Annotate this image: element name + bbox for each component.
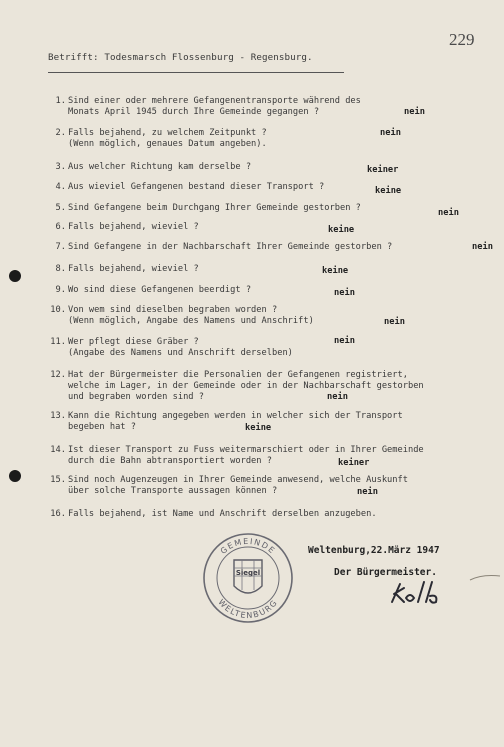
question-line: Wo sind diese Gefangenen beerdigt ? (68, 285, 252, 295)
answer-text: keine (328, 225, 355, 235)
question-line: Falls bejahend, wieviel ? (68, 222, 199, 232)
question-line: Sind einer oder mehrere Gefangenentransporte während des (68, 96, 361, 106)
question-text (68, 222, 498, 233)
question-number: 16. (50, 509, 66, 519)
question-line: welche im Lager, in der Gemeinde oder in der Nachbarschaft gestorben (68, 381, 424, 391)
question-number: 11. (50, 337, 66, 347)
question-number: 12. (50, 370, 66, 380)
question-number: 10. (50, 305, 66, 315)
question-text (68, 305, 498, 327)
answer-text: nein (472, 242, 493, 252)
subject-line: Betrifft: Todesmarsch Flossenburg - Regensburg. (48, 52, 313, 63)
question-number: 8. (55, 264, 66, 274)
question-number: 9. (55, 285, 66, 295)
question-number: 2. (55, 128, 66, 138)
answer-text: keine (375, 186, 402, 196)
question-number: 1. (55, 96, 66, 106)
question-number: 15. (50, 475, 66, 485)
question-text (68, 475, 498, 497)
question-number: 6. (55, 222, 66, 232)
question-text (68, 128, 498, 150)
question-text (68, 370, 498, 403)
answer-text: nein (404, 107, 425, 117)
question-number: 4. (55, 182, 66, 192)
question-line: und begraben worden sind ? (68, 392, 204, 402)
question-line: Aus wieviel Gefangenen bestand dieser Transport ? (68, 182, 325, 192)
question-line: Falls bejahend, wieviel ? (68, 264, 199, 274)
answer-text: keine (245, 423, 272, 433)
question-line: (Wenn möglich, Angabe des Namens und Anschrift) (68, 316, 314, 326)
municipal-seal (200, 530, 296, 626)
question-line: Sind Gefangene in der Nachbarschaft Ihrer Gemeinde gestorben ? (68, 242, 393, 252)
answer-text: nein (357, 487, 378, 497)
question-text (68, 285, 498, 296)
question-line: Monats April 1945 durch Ihre Gemeinde gegangen ? (68, 107, 320, 117)
seal-center-text: Siegel (235, 569, 261, 577)
question-line: Hat der Bürgermeister die Personalien der Gefangenen registriert, (68, 370, 408, 380)
answer-text: nein (327, 392, 348, 402)
question-text (68, 203, 498, 214)
question-text (68, 96, 498, 118)
answer-text: nein (438, 208, 459, 218)
question-line: Von wem sind dieselben begraben worden ? (68, 305, 278, 315)
question-line: Aus welcher Richtung kam derselbe ? (68, 162, 252, 172)
punch-hole (9, 470, 21, 482)
signer-title: Der Bürgermeister. (334, 567, 437, 578)
answer-text: keiner (367, 165, 399, 175)
question-line: (Angabe des Namens und Anschrift derselben) (68, 348, 293, 358)
answer-text: nein (380, 128, 401, 138)
question-line: über solche Transporte aussagen können ? (68, 486, 278, 496)
question-text (68, 264, 498, 275)
question-line: Kann die Richtung angegeben werden in welcher sich der Transport (68, 411, 403, 421)
answer-text: nein (334, 288, 355, 298)
subject-underline (48, 72, 344, 73)
question-number: 5. (55, 203, 66, 213)
page-number: 229 (449, 30, 475, 49)
question-line: durch die Bahn abtransportiert worden ? (68, 456, 272, 466)
question-text (68, 445, 498, 467)
question-line: begeben hat ? (68, 422, 136, 432)
answer-text: nein (384, 317, 405, 327)
answer-text: nein (334, 336, 355, 346)
place-date: Weltenburg,22.März 1947 (308, 545, 440, 556)
question-text (68, 242, 498, 253)
seal-bottom-text: WELTENBURG (216, 597, 280, 621)
answer-text: keiner (338, 458, 370, 468)
question-line: Sind noch Augenzeugen in Ihrer Gemeinde anwesend, welche Auskunft (68, 475, 408, 485)
question-text (68, 509, 498, 520)
question-line: Falls bejahend, zu welchem Zeitpunkt ? (68, 128, 267, 138)
question-text (68, 182, 498, 193)
margin-mark (468, 570, 502, 584)
question-number: 3. (55, 162, 66, 172)
question-number: 14. (50, 445, 66, 455)
question-number: 13. (50, 411, 66, 421)
question-line: Sind Gefangene beim Durchgang Ihrer Gemeinde gestorben ? (68, 203, 361, 213)
seal-top-text: GEMEINDE (218, 536, 278, 556)
punch-hole (9, 270, 21, 282)
question-text (68, 337, 498, 359)
question-text (68, 411, 498, 433)
question-line: Falls bejahend, ist Name und Anschrift derselben anzugeben. (68, 509, 377, 519)
handwritten-signature (388, 578, 448, 608)
question-line: Wer pflegt diese Gräber ? (68, 337, 199, 347)
question-number: 7. (55, 242, 66, 252)
question-line: Ist dieser Transport zu Fuss weitermarschiert oder in Ihrer Gemeinde (68, 445, 424, 455)
question-text (68, 162, 498, 173)
answer-text: keine (322, 266, 349, 276)
question-line: (Wenn möglich, genaues Datum angeben). (68, 139, 267, 149)
